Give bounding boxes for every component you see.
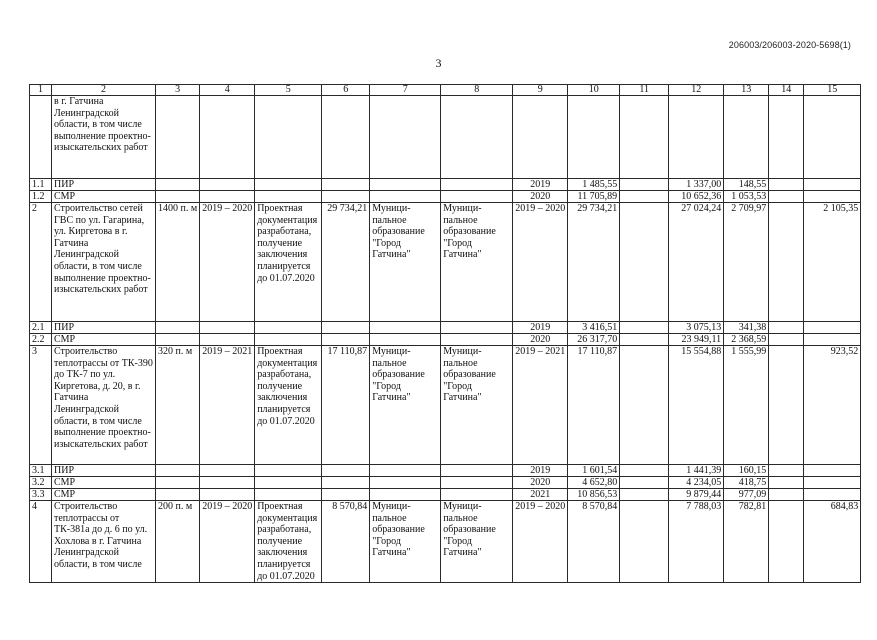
local-budget-cell: 2 709,97	[724, 203, 769, 322]
total-amount-cell: 10 856,53	[568, 489, 620, 501]
documentation-status-cell: Проектная документация разработана, получение заключения планируется до 01.07.2020	[255, 346, 322, 465]
column-number: 3	[156, 85, 200, 96]
customer-cell	[370, 477, 441, 489]
customer-cell: Муници-пальное образование "Город Гатчина"	[370, 203, 441, 322]
work-name-cell: Строительство теплотрассы от ТК-381а до д. 6 по ул. Хохлова в г. Гатчина Ленинградской области, в том числе	[52, 501, 156, 583]
regional-budget-cell: 9 879,44	[669, 489, 724, 501]
column-number: 2	[52, 85, 156, 96]
work-name-cell: ПИР	[52, 465, 156, 477]
table-subrow	[30, 191, 861, 203]
balance-cell	[804, 465, 861, 477]
table-subrow	[30, 334, 861, 346]
extra-budget-cell	[769, 322, 804, 334]
capacity-cell	[156, 334, 200, 346]
local-budget-cell: 341,38	[724, 322, 769, 334]
period-cell	[200, 191, 255, 203]
capacity-cell	[156, 465, 200, 477]
estimated-cost-cell	[322, 191, 370, 203]
year-cell: 2020	[513, 334, 568, 346]
federal-budget-cell	[620, 191, 669, 203]
federal-budget-cell	[620, 501, 669, 583]
estimated-cost-cell	[322, 477, 370, 489]
estimated-cost-cell: 8 570,84	[322, 501, 370, 583]
work-name-cell: в г. Гатчина Ленинградской области, в том числе выполнение проектно-изыскательских работ	[52, 96, 156, 179]
estimated-cost-cell	[322, 322, 370, 334]
customer-cell	[370, 191, 441, 203]
local-budget-cell: 2 368,59	[724, 334, 769, 346]
row-number-cell: 1.2	[30, 191, 52, 203]
table-row	[30, 501, 861, 583]
estimated-cost-cell: 29 734,21	[322, 203, 370, 322]
column-number: 14	[769, 85, 804, 96]
total-amount-cell: 11 705,89	[568, 191, 620, 203]
federal-budget-cell	[620, 489, 669, 501]
customer-cell: Муници-пальное образование "Город Гатчина"	[370, 501, 441, 583]
developer-cell	[441, 477, 513, 489]
extra-budget-cell	[769, 477, 804, 489]
total-amount-cell: 1 601,54	[568, 465, 620, 477]
total-amount-cell: 26 317,70	[568, 334, 620, 346]
year-cell	[513, 96, 568, 179]
balance-cell	[804, 334, 861, 346]
customer-cell	[370, 334, 441, 346]
row-number-cell: 3.1	[30, 465, 52, 477]
developer-cell	[441, 322, 513, 334]
federal-budget-cell	[620, 203, 669, 322]
customer-cell: Муници-пальное образование "Город Гатчина"	[370, 346, 441, 465]
extra-budget-cell	[769, 501, 804, 583]
work-name-cell: ПИР	[52, 179, 156, 191]
capacity-cell	[156, 477, 200, 489]
federal-budget-cell	[620, 334, 669, 346]
year-cell: 2019 – 2021	[513, 346, 568, 465]
estimated-cost-cell	[322, 96, 370, 179]
balance-cell	[804, 322, 861, 334]
column-number: 5	[255, 85, 322, 96]
extra-budget-cell	[769, 489, 804, 501]
column-number: 10	[568, 85, 620, 96]
federal-budget-cell	[620, 465, 669, 477]
balance-cell	[804, 96, 861, 179]
regional-budget-cell: 1 337,00	[669, 179, 724, 191]
federal-budget-cell	[620, 322, 669, 334]
document-id: 206003/206003-2020-5698(1)	[728, 40, 851, 50]
balance-cell	[804, 191, 861, 203]
capacity-cell	[156, 96, 200, 179]
documentation-status-cell: Проектная документация разработана, получение заключения планируется до 01.07.2020	[255, 203, 322, 322]
documentation-status-cell	[255, 96, 322, 179]
capacity-cell: 1400 п. м	[156, 203, 200, 322]
documentation-status-cell	[255, 334, 322, 346]
developer-cell	[441, 334, 513, 346]
documentation-status-cell	[255, 489, 322, 501]
column-number: 4	[200, 85, 255, 96]
year-cell: 2019 – 2020	[513, 203, 568, 322]
regional-budget-cell: 27 024,24	[669, 203, 724, 322]
period-cell	[200, 465, 255, 477]
table-row	[30, 203, 861, 322]
work-name-cell: СМР	[52, 191, 156, 203]
row-number-cell: 2	[30, 203, 52, 322]
column-number: 13	[724, 85, 769, 96]
year-cell: 2020	[513, 477, 568, 489]
row-number-cell: 2.1	[30, 322, 52, 334]
work-name-cell: Строительство сетей ГВС по ул. Гагарина, ул. Киргетова в г. Гатчина Ленинградской области, в том числе выполнение проектно-изыскательских работ	[52, 203, 156, 322]
total-amount-cell	[568, 96, 620, 179]
capacity-cell	[156, 191, 200, 203]
table-row	[30, 96, 861, 179]
extra-budget-cell	[769, 334, 804, 346]
table-subrow	[30, 465, 861, 477]
regional-budget-cell: 1 441,39	[669, 465, 724, 477]
column-number-row	[30, 85, 861, 96]
extra-budget-cell	[769, 191, 804, 203]
table-subrow	[30, 489, 861, 501]
balance-cell	[804, 477, 861, 489]
documentation-status-cell	[255, 191, 322, 203]
estimated-cost-cell	[322, 334, 370, 346]
local-budget-cell: 148,55	[724, 179, 769, 191]
total-amount-cell: 29 734,21	[568, 203, 620, 322]
column-number: 7	[370, 85, 441, 96]
local-budget-cell	[724, 96, 769, 179]
extra-budget-cell	[769, 346, 804, 465]
year-cell: 2020	[513, 191, 568, 203]
local-budget-cell: 418,75	[724, 477, 769, 489]
column-number: 12	[669, 85, 724, 96]
column-number: 6	[322, 85, 370, 96]
period-cell	[200, 96, 255, 179]
federal-budget-cell	[620, 96, 669, 179]
capacity-cell: 200 п. м	[156, 501, 200, 583]
period-cell	[200, 477, 255, 489]
regional-budget-cell: 7 788,03	[669, 501, 724, 583]
period-cell: 2019 – 2020	[200, 203, 255, 322]
developer-cell	[441, 465, 513, 477]
work-name-cell: СМР	[52, 334, 156, 346]
federal-budget-cell	[620, 346, 669, 465]
period-cell: 2019 – 2021	[200, 346, 255, 465]
developer-cell	[441, 489, 513, 501]
row-number-cell	[30, 96, 52, 179]
estimated-cost-cell	[322, 465, 370, 477]
work-name-cell: СМР	[52, 477, 156, 489]
extra-budget-cell	[769, 96, 804, 179]
developer-cell	[441, 191, 513, 203]
period-cell	[200, 179, 255, 191]
federal-budget-cell	[620, 179, 669, 191]
extra-budget-cell	[769, 179, 804, 191]
estimated-cost-cell	[322, 489, 370, 501]
documentation-status-cell	[255, 322, 322, 334]
documentation-status-cell: Проектная документация разработана, получение заключения планируется до 01.07.2020	[255, 501, 322, 583]
local-budget-cell: 1 555,99	[724, 346, 769, 465]
period-cell	[200, 489, 255, 501]
total-amount-cell: 3 416,51	[568, 322, 620, 334]
regional-budget-cell: 3 075,13	[669, 322, 724, 334]
capacity-cell	[156, 179, 200, 191]
estimated-cost-cell: 17 110,87	[322, 346, 370, 465]
work-name-cell: Строительство теплотрассы от ТК-390 до ТК-7 по ул. Киргетова, д. 20, в г. Гатчина Ленинградской области, в том числе выполнение проектно-изыскательских работ	[52, 346, 156, 465]
local-budget-cell: 977,09	[724, 489, 769, 501]
table-subrow	[30, 322, 861, 334]
work-name-cell: СМР	[52, 489, 156, 501]
row-number-cell: 3.2	[30, 477, 52, 489]
year-cell: 2019 – 2020	[513, 501, 568, 583]
local-budget-cell: 160,15	[724, 465, 769, 477]
extra-budget-cell	[769, 465, 804, 477]
developer-cell: Муници-пальное образование "Город Гатчина"	[441, 203, 513, 322]
regional-budget-cell	[669, 96, 724, 179]
balance-cell: 923,52	[804, 346, 861, 465]
customer-cell	[370, 322, 441, 334]
total-amount-cell: 4 652,80	[568, 477, 620, 489]
year-cell: 2019	[513, 322, 568, 334]
data-table	[29, 84, 861, 583]
row-number-cell: 3	[30, 346, 52, 465]
table-subrow	[30, 179, 861, 191]
table-body	[30, 85, 861, 583]
period-cell	[200, 322, 255, 334]
documentation-status-cell	[255, 465, 322, 477]
estimated-cost-cell	[322, 179, 370, 191]
total-amount-cell: 8 570,84	[568, 501, 620, 583]
page-number: 3	[435, 56, 442, 70]
period-cell: 2019 – 2020	[200, 501, 255, 583]
balance-cell: 2 105,35	[804, 203, 861, 322]
total-amount-cell: 17 110,87	[568, 346, 620, 465]
year-cell: 2019	[513, 465, 568, 477]
regional-budget-cell: 4 234,05	[669, 477, 724, 489]
column-number: 9	[513, 85, 568, 96]
regional-budget-cell: 23 949,11	[669, 334, 724, 346]
column-number: 1	[30, 85, 52, 96]
customer-cell	[370, 465, 441, 477]
table-row	[30, 346, 861, 465]
customer-cell	[370, 489, 441, 501]
balance-cell	[804, 179, 861, 191]
customer-cell	[370, 96, 441, 179]
capacity-cell: 320 п. м	[156, 346, 200, 465]
developer-cell	[441, 179, 513, 191]
total-amount-cell: 1 485,55	[568, 179, 620, 191]
customer-cell	[370, 179, 441, 191]
developer-cell	[441, 96, 513, 179]
capacity-cell	[156, 489, 200, 501]
period-cell	[200, 334, 255, 346]
row-number-cell: 1.1	[30, 179, 52, 191]
row-number-cell: 2.2	[30, 334, 52, 346]
column-number: 8	[441, 85, 513, 96]
balance-cell: 684,83	[804, 501, 861, 583]
local-budget-cell: 1 053,53	[724, 191, 769, 203]
developer-cell: Муници-пальное образование "Город Гатчина"	[441, 501, 513, 583]
federal-budget-cell	[620, 477, 669, 489]
balance-cell	[804, 489, 861, 501]
column-number: 15	[804, 85, 861, 96]
documentation-status-cell	[255, 179, 322, 191]
local-budget-cell: 782,81	[724, 501, 769, 583]
column-number: 11	[620, 85, 669, 96]
documentation-status-cell	[255, 477, 322, 489]
work-name-cell: ПИР	[52, 322, 156, 334]
developer-cell: Муници-пальное образование "Город Гатчина"	[441, 346, 513, 465]
row-number-cell: 3.3	[30, 489, 52, 501]
extra-budget-cell	[769, 203, 804, 322]
regional-budget-cell: 10 652,36	[669, 191, 724, 203]
regional-budget-cell: 15 554,88	[669, 346, 724, 465]
row-number-cell: 4	[30, 501, 52, 583]
year-cell: 2021	[513, 489, 568, 501]
year-cell: 2019	[513, 179, 568, 191]
table-subrow	[30, 477, 861, 489]
capacity-cell	[156, 322, 200, 334]
